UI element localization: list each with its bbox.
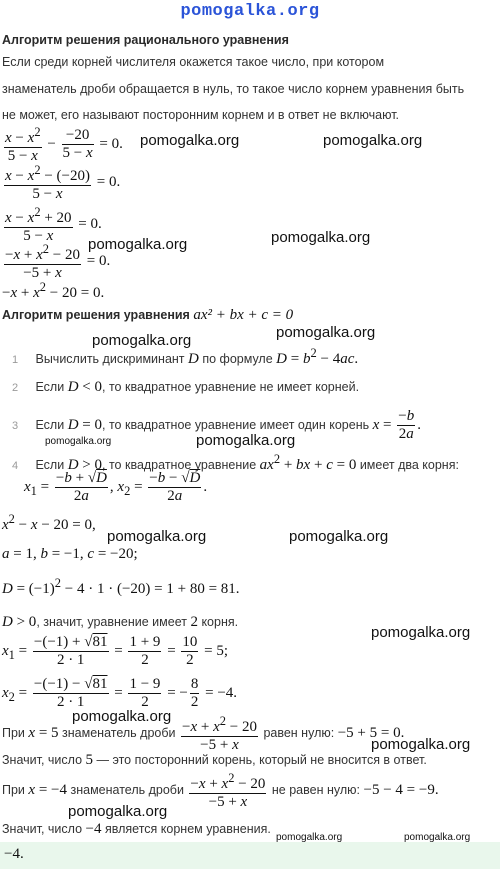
solution-d-positive: D > 0, значит, уравнение имеет 2 корня. <box>2 614 239 630</box>
watermark: pomogalka.org <box>196 432 296 449</box>
watermark: pomogalka.org <box>45 436 112 447</box>
step-2-text-a: Если <box>35 380 65 394</box>
step-1-number: 1 <box>12 354 19 366</box>
equation-step-4: $\frac{-x + x^2 - 20}{-5 + x}$ = 0. <box>5 242 111 281</box>
step-4-text-c: имеет два корня: <box>359 458 459 472</box>
answer-value: −4. <box>4 846 24 862</box>
roots-word: корня. <box>201 615 239 629</box>
watermark: pomogalka.org <box>107 528 207 545</box>
solution-equation: $x^2 - x - 20 = 0$, <box>2 512 96 533</box>
step-4: 4 Если D > 0, то квадратное уравнение $ax^2$ + bx + c = 0 имеет два корня: <box>12 452 459 473</box>
check-xm4-noteq: не равен нулю: <box>271 782 360 797</box>
watermark: pomogalka.org <box>72 708 172 725</box>
conclusion-root: Значит, число −4 является корнем уравнения. <box>2 821 271 837</box>
conclusion-extraneous: Значит, число 5 — это посторонний корень, который не вносится в ответ. <box>2 752 427 768</box>
check-xm4-pri: При <box>2 782 25 797</box>
watermark: pomogalka.org <box>276 324 376 341</box>
paragraph-line-3: не может, его называют посторонним корнем и в ответ не включают. <box>2 108 400 122</box>
step-3: 3 Если D = 0, то квадратное уравнение имеет один корень x = $\frac{-b}{2a}$ . <box>12 408 421 442</box>
solution-coefficients: a = 1, b = −1, c = −20; <box>2 546 138 562</box>
paragraph-line-1: Если среди корней числителя окажется такое число, при котором <box>2 55 385 69</box>
step-1-text-a: Вычислить дискриминант <box>35 352 185 366</box>
watermark: pomogalka.org <box>88 236 188 253</box>
watermark: pomogalka.org <box>140 132 240 149</box>
d-positive-text: , значит, уравнение имеет <box>36 615 187 629</box>
watermark: pomogalka.org <box>271 229 371 246</box>
step-4-text-a: Если <box>35 458 65 472</box>
heading-rational-algorithm: Алгоритм решения рационального уравнения <box>2 33 289 47</box>
conclusion2-a: Значит, число <box>2 822 83 836</box>
roots-count: 2 <box>190 614 198 630</box>
check-x5: При x = 5 знаменатель дроби $\frac{-x + x^2 - 20}{-5 + x}$ равен нулю: −5 + 5 = 0. <box>2 714 405 753</box>
watermark: pomogalka.org <box>371 736 471 753</box>
equation-step-2: $\frac{x - x^2 - (-20)}{5 - x}$ = 0. <box>5 163 121 202</box>
equation-step-3: $\frac{x - x^2 + 20}{5 - x}$ = 0. <box>5 205 102 244</box>
heading-quadratic-formula: ax² + bx + c = 0 <box>193 307 294 323</box>
step-3-text-b: , то квадратное уравнение имеет один корень <box>102 417 370 432</box>
watermark: pomogalka.org <box>92 332 192 349</box>
solution-discriminant: $D = (-1)^2 - 4 \cdot 1 \cdot (-20) = 1 + 80 = 81$. <box>2 576 240 597</box>
step-3-text-a: Если <box>35 417 65 432</box>
watermark: pomogalka.org <box>289 528 389 545</box>
paragraph-line-2: знаменатель дроби обращается в нуль, то такое число корнем уравнения быть <box>2 82 465 96</box>
root-x1: $x_1$ = $\frac{-(-1) + √81}{2 \cdot 1}$ = $\frac{1 + 9}{2}$ = $\frac{10}{2}$ = 5; <box>2 634 229 668</box>
site-title: pomogalka.org <box>180 2 320 21</box>
answer-box <box>0 842 500 869</box>
equation-step-1: $\frac{x - x^2}{5 - x}$ − $\frac{-20}{5 - x}$ = 0. <box>5 125 123 164</box>
step-4-number: 4 <box>12 460 19 472</box>
watermark: pomogalka.org <box>276 832 343 843</box>
step-4-text-b: , то квадратное уравнение <box>102 458 257 472</box>
equation-step-5: $-x + x^2 - 20 = 0$. <box>2 280 105 301</box>
heading-quadratic-algorithm <box>2 307 293 324</box>
step-2-text-b: , то квадратное уравнение не имеет корней. <box>102 380 360 394</box>
step-1-text-b: по формуле <box>202 352 273 366</box>
check-x5-znam: знаменатель дроби <box>62 725 176 740</box>
check-x5-pri: При <box>2 725 25 740</box>
step-1: 1 Вычислить дискриминант D по формуле $D = b^2 - 4ac$. <box>12 346 359 367</box>
check-x5-equal: равен нулю: <box>263 725 335 740</box>
conclusion2-b: является корнем уравнения. <box>104 822 271 836</box>
conclusion1-b: — это посторонний корень, который не вносится в ответ. <box>96 753 427 767</box>
heading-quadratic-text: Алгоритм решения уравнения <box>2 308 190 322</box>
watermark: pomogalka.org <box>323 132 423 149</box>
step-2-number: 2 <box>12 382 19 394</box>
watermark: pomogalka.org <box>68 803 168 820</box>
check-x-minus4: При x = −4 знаменатель дроби $\frac{-x + x^2 - 20}{-5 + x}$ не равен нулю: −5 − 4 = −9. <box>2 771 439 810</box>
root-x2: $x_2$ = $\frac{-(-1) - √81}{2 \cdot 1}$ = $\frac{1 - 9}{2}$ = − $\frac{8}{2}$ = −4. <box>2 676 238 710</box>
check-xm4-znam: знаменатель дроби <box>70 782 184 797</box>
watermark: pomogalka.org <box>404 832 471 843</box>
step-2: 2 Если D < 0, то квадратное уравнение не имеет корней. <box>12 379 360 395</box>
watermark: pomogalka.org <box>371 624 471 641</box>
step-3-number: 3 <box>12 419 19 432</box>
conclusion1-a: Значит, число <box>2 753 83 767</box>
two-roots-formula: $x_1$ = $\frac{-b + √D}{2a}$ , $x_2$ = $\frac{-b - √D}{2a}$ . <box>24 470 208 504</box>
